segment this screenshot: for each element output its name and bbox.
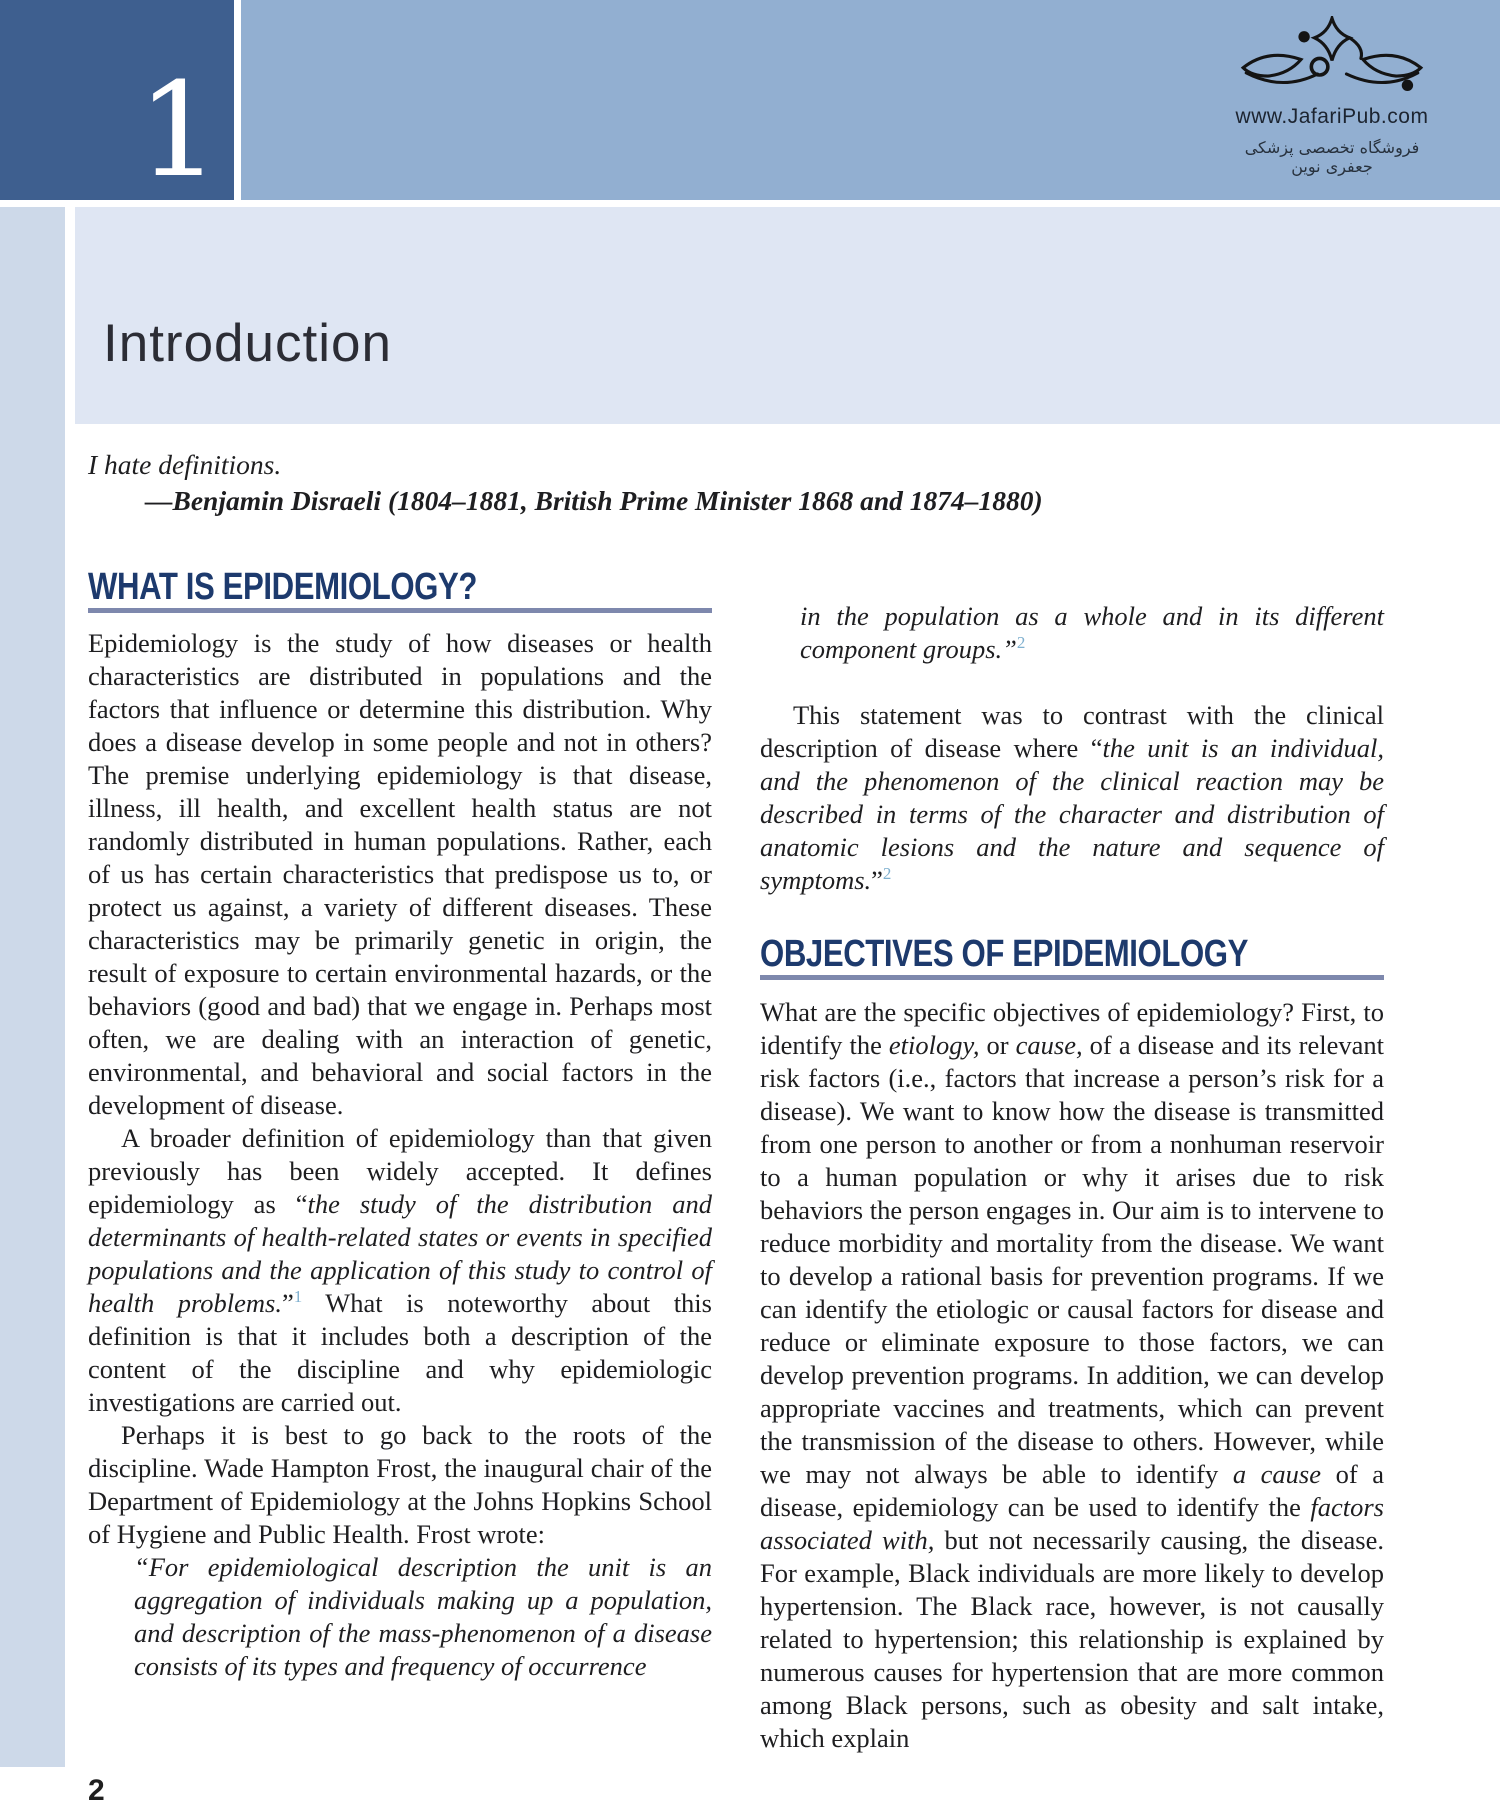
section-heading-what-is-epidemiology: WHAT IS EPIDEMIOLOGY?: [88, 570, 712, 613]
paragraph-frost-intro: Perhaps it is best to go back to the roots of the discipline. Wade Hampton Frost, the inaugural chair of the Department of Epidemiology at the Johns Hopkins School of Hygiene and Public Health. Frost wrote:: [88, 1420, 712, 1549]
publisher-logo: [1224, 16, 1440, 176]
left-accent-bar: [0, 207, 65, 1767]
section-heading-objectives: OBJECTIVES OF EPIDEMIOLOGY: [760, 937, 1384, 980]
frost-block-quote-continued: in the population as a whole and in its different component groups.”$^2$: [800, 601, 1384, 664]
epigraph-attribution: —Benjamin Disraeli (1804–1881, British Prime Minister 1868 and 1874–1880): [145, 485, 1043, 516]
paragraph-clinical-contrast: This statement was to contrast with the clinical description of disease where “the unit is an individual, and the phenomenon of the clinical reaction may be described in terms of the character and distribution of anatomic lesions and the nature and sequence of symptoms.”$^2$: [760, 700, 1384, 895]
paragraph-epidemiology-definition: Epidemiology is the study of how diseases or health characteristics are distributed in populations and the factors that influence or determine this distribution. Why does a disease develop in some people and not in others? The premise underlying epidemiology is that disease, illness, ill health, and excellent health status are not randomly distributed in human populations. Rather, each of us has certain characteristics that predispose us to, or protect us against, a variety of different diseases. These characteristics may be primarily genetic in origin, the result of exposure to certain environmental hazards, or the behaviors (good and bad) that we engage in. Perhaps most often, we are dealing with an interaction of genetic, environmental, and behavioral and social factors in the development of disease.: [88, 628, 712, 1120]
page-title: Introduction: [103, 314, 392, 373]
publisher-logo-icon: [1224, 16, 1440, 103]
epigraph: [88, 447, 1138, 519]
epigraph-quote: I hate definitions.: [88, 449, 282, 480]
publisher-tagline: فروشگاه تخصصی پزشکی جعفری نوین: [1244, 138, 1420, 176]
publisher-url: www.JafariPub.com: [1235, 105, 1429, 128]
page-number: 2: [88, 1774, 105, 1807]
column-left: [88, 566, 712, 1683]
paragraph-objectives: What are the specific objectives of epidemiology? First, to identify the etiology, or cause, of a disease and its relevant risk factors (i.e., factors that increase a person’s risk for a disease). We want to know how the disease is transmitted from one person to another or from a nonhuman reservoir to a human population or why it arises due to risk behaviors the person engages in. Our aim is to intervene to reduce morbidity and mortality from the disease. We want to develop a rational basis for prevention programs. If we can identify the etiologic or causal factors for disease and reduce or eliminate exposure to those factors, we can develop prevention programs. In addition, we can develop appropriate vaccines and treatments, which can prevent the transmission of the disease to others. However, while we may not always be able to identify a cause of a disease, epidemiology can be used to identify the factors associated with, but not necessarily causing, the disease. For example, Black individuals are more likely to develop hypertension. The Black race, however, is not causally related to hypertension; this relationship is explained by numerous causes for hypertension that are more common among Black persons, such as obesity and salt intake, which explain: [760, 997, 1385, 1753]
paragraph-broader-definition: A broader definition of epidemiology than that given previously has been widely accepted. It defines epidemiology as “the study of the distribution and determinants of health-related states or events in specified populations and the application of this study to control of health problems.”$^1$ What is noteworthy about this definition is that it includes both a description of the content of the discipline and why epidemiologic investigations are carried out.: [88, 1123, 712, 1417]
intro-band: [75, 207, 1500, 424]
chapter-number: 1: [137, 54, 220, 207]
column-right: [760, 600, 1384, 1755]
chapter-number-block: [0, 0, 234, 207]
frost-block-quote: “For epidemiological description the unit is an aggregation of individuals making up a population, and description of the mass-phenomenon of a disease consists of its types and frequency of occurrence: [134, 1552, 712, 1681]
